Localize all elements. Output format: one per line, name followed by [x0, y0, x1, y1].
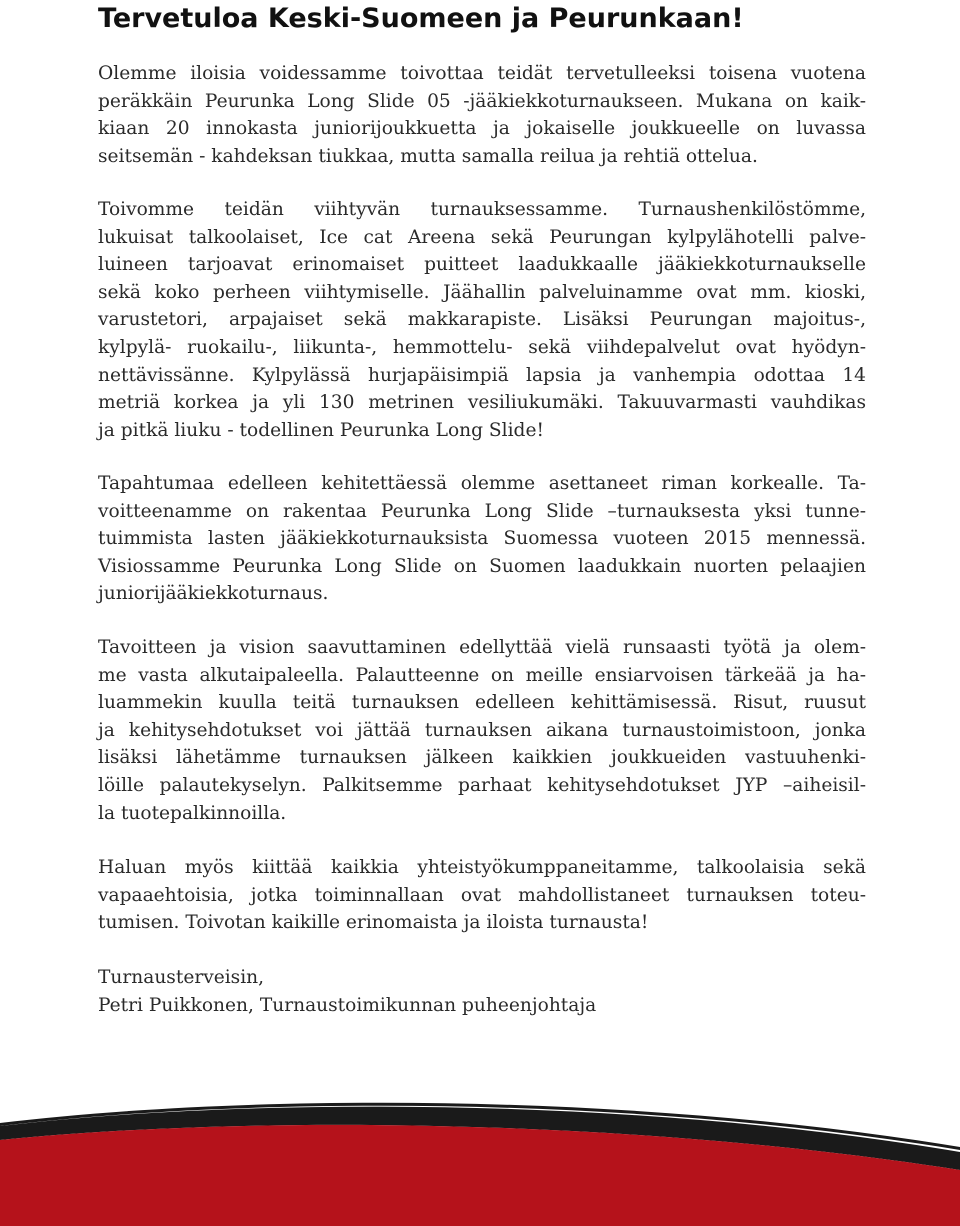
text-line: varustetori, arpajaiset sekä makkarapiste. Lisäksi Peurungan majoitus-, — [98, 309, 866, 331]
text-line: metriä korkea ja yli 130 metrinen vesiliukumäki. Takuuvarmasti vauhdikas — [98, 392, 866, 414]
text-line: peräkkäin Peurunka Long Slide 05 -jääkiekkoturnaukseen. Mukana on kaik- — [98, 90, 866, 112]
text-line: la tuotepalkinnoilla. — [98, 802, 287, 824]
text-line: löille palautekyselyn. Palkitsemme parhaat kehitysehdotukset JYP –aiheisil- — [98, 774, 866, 796]
text-line: seitsemän - kahdeksan tiukkaa, mutta samalla reilua ja rehtiä ottelua. — [98, 145, 758, 167]
paragraph-feedback — [98, 634, 866, 827]
text-line: lukuisat talkoolaiset, Ice cat Areena sekä Peurungan kylpylähotelli palve- — [98, 226, 866, 248]
text-line: vapaaehtoisia, jotka toiminnallaan ovat mahdollistaneet turnauksen toteu- — [98, 884, 866, 906]
text-line: luammekin kuulla teitä turnauksen edelleen kehittämisessä. Risut, ruusut — [98, 692, 866, 714]
paragraph-goals — [98, 470, 866, 608]
text-line: voitteenamme on rakentaa Peurunka Long Slide –turnauksesta yksi tunne- — [98, 500, 866, 522]
text-line: me vasta alkutaipaleella. Palautteenne on meille ensiarvoisen tärkeää ja ha- — [98, 664, 866, 686]
signature-line: Petri Puikkonen, Turnaustoimikunnan puheenjohtaja — [98, 994, 597, 1016]
text-line: tumisen. Toivotan kaikille erinomaista ja iloista turnausta! — [98, 912, 649, 934]
text-line: Tavoitteen ja vision saavuttaminen edellyttää vielä runsaasti työtä ja olem- — [98, 637, 866, 658]
page-title: Tervetuloa Keski-Suomeen ja Peurunkaan! — [98, 3, 744, 34]
text-line: sekä koko perheen viihtymiselle. Jäähallin palveluinamme ovat mm. kioski, — [98, 281, 866, 303]
text-line: Visiossamme Peurunka Long Slide on Suomen laadukkain nuorten pelaajien — [98, 555, 866, 577]
text-line: lisäksi lähetämme turnauksen jälkeen kaikkien joukkueiden vastuuhenki- — [98, 747, 866, 769]
text-line: luineen tarjoavat erinomaiset puitteet laadukkaalle jääkiekkoturnaukselle — [98, 254, 866, 276]
text-line: nettävissänne. Kylpylässä hurjapäisimpiä lapsia ja vanhempia odottaa 14 — [98, 364, 866, 386]
decorative-footer-wave — [0, 1090, 960, 1226]
text-line: juniorijääkiekkoturnaus. — [98, 583, 329, 605]
text-line: ja kehitysehdotukset voi jättää turnauksen aikana turnaustoimistoon, jonka — [98, 719, 866, 741]
text-line: kylpylä- ruokailu-, liikunta-, hemmottelu- sekä viihdepalvelut ovat hyödyn- — [98, 336, 866, 358]
closing-line: Turnausterveisin, — [98, 967, 265, 988]
text-line: kiaan 20 innokasta juniorijoukkuetta ja jokaiselle joukkueelle on luvassa — [98, 118, 866, 140]
text-line: ja pitkä liuku - todellinen Peurunka Long Slide! — [98, 419, 544, 441]
text-line: Toivomme teidän viihtyvän turnauksessamme. Turnaushenkilöstömme, — [98, 199, 866, 220]
text-line: Olemme iloisia voidessamme toivottaa teidät tervetulleeksi toisena vuotena — [98, 63, 866, 84]
text-line: tuimmista lasten jääkiekkoturnauksista Suomessa vuoteen 2015 mennessä. — [98, 528, 866, 550]
paragraph-facilities — [98, 196, 866, 444]
text-line: Tapahtumaa edelleen kehitettäessä olemme asettaneet riman korkealle. Ta- — [98, 473, 866, 494]
paragraph-thanks — [98, 854, 866, 937]
signature-block — [98, 964, 866, 1019]
paragraph-welcome — [98, 60, 866, 170]
text-line: Haluan myös kiittää kaikkia yhteistyökumppaneitamme, talkoolaisia sekä — [98, 857, 866, 878]
